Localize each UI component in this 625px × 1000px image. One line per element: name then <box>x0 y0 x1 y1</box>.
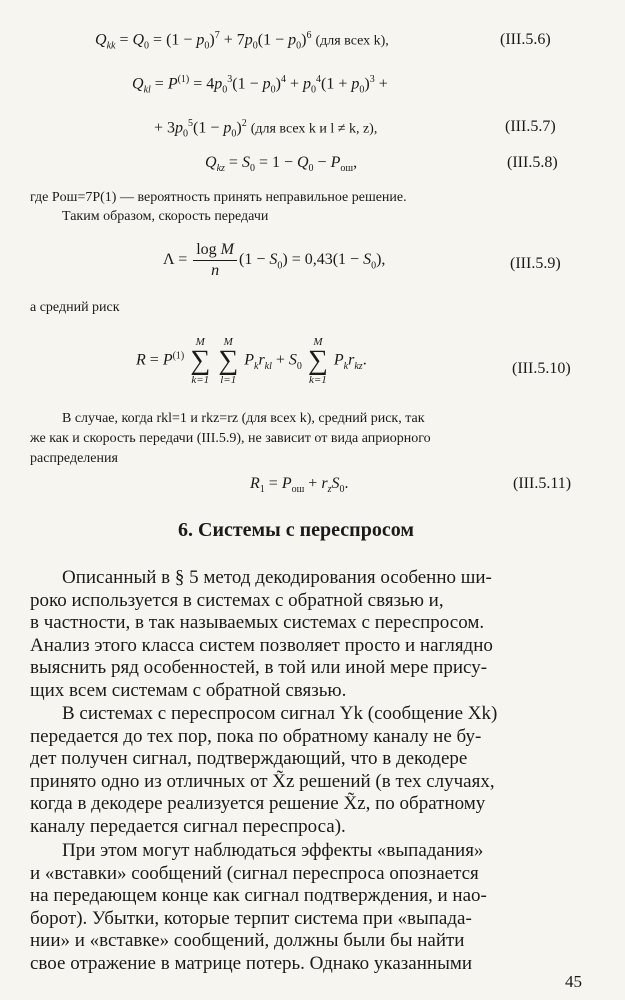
section-heading: 6. Системы с переспросом <box>178 519 414 541</box>
paragraph-1 <box>30 567 590 703</box>
equation-iii-5-8: $Q_{kz} = S_0 = 1 - Q_0 - P_{ош}$, <box>205 154 358 175</box>
equation-iii-5-11: $R_1 = P_{ош} + r_zS_0$. <box>250 475 349 496</box>
equation-number: (III.5.8) <box>507 154 558 171</box>
equation-number: (III.5.9) <box>510 255 561 272</box>
paragraph-line: При этом могут наблюдаться эффекты «выпадания» <box>62 840 484 861</box>
text-case-line1: В случае, когда rkl=1 и rkz=rz (для всех k), средний риск, так <box>62 411 425 426</box>
equation-number: (III.5.7) <box>505 118 556 135</box>
text-case-line3: распределения <box>30 451 118 466</box>
text-thus: Таким образом, скорость передачи <box>62 209 269 224</box>
equation-number: (III.5.10) <box>512 360 571 377</box>
equation-iii-5-9: Λ = $\frac{\text{log M}}{n}$ $(1 - S_0) = 0,43(1 - S_0)$, <box>163 241 386 279</box>
equation-condition: (для всех k и l ≠ k, z), <box>250 121 378 137</box>
page-number: 45 <box>565 972 582 991</box>
paragraph-line: щих всем системам с обратной связью. <box>30 679 347 701</box>
paragraph-line: борот). Убытки, которые терпит система при «выпада- <box>30 907 472 929</box>
text-risk: а средний риск <box>30 300 120 315</box>
paragraph-line: и «вставки» сообщений (сигнал переспроса опознается <box>30 862 479 884</box>
paragraph-line: Анализ этого класса систем позволяет просто и наглядно <box>30 634 493 656</box>
paragraph-line: свое отражение в матрице потерь. Однако указанными <box>30 952 473 974</box>
paragraph-2 <box>30 703 590 839</box>
equation-iii-5-10: $R = P^{(1)}$ M ∑ k=1 M ∑ l=1 $P_kr_{kl} + S_0$ M ∑ k=1 $P_kr_{kz}$. <box>136 336 367 386</box>
paragraph-line: выяснить ряд особенностей, в той или иной мере прису- <box>30 657 488 679</box>
equation-number: (III.5.11) <box>513 475 572 492</box>
paragraph-line: дет получен сигнал, подтверждающий, что в декодере <box>30 748 468 770</box>
paragraph-line: каналу передается сигнал переспроса). <box>30 815 346 837</box>
equation-iii-5-6: $Q_{kk} = Q_0 = (1 - p_0)^7 + 7p_0(1 - p_0)^6$ (для всех k), <box>95 30 389 52</box>
paragraph-line: роко используется в системах с обратной связью и, <box>30 589 444 611</box>
paragraph-line: в частности, в так называемых системах с переспросом. <box>30 612 485 634</box>
paragraph-line: нии» и «вставке» сообщений, должны были бы найти <box>30 930 465 952</box>
equation-iii-5-7-line1: $Q_{kl} = P^{(1)} = 4p_0^3(1 - p_0)^4 + p_0^4(1 + p_0)^3$ + <box>132 74 388 96</box>
equation-condition: (для всех k), <box>315 33 389 49</box>
equation-number: (III.5.6) <box>500 31 551 48</box>
paragraph-line: Описанный в § 5 метод декодирования особенно ши- <box>62 567 492 588</box>
paragraph-line: В системах с переспросом сигнал Yk (сообщение Xk) <box>62 703 498 724</box>
paragraph-3 <box>30 840 590 976</box>
paragraph-line: передается до тех пор, пока по обратному каналу не бу- <box>30 725 482 747</box>
text-case-line2: же как и скорость передачи (III.5.9), не зависит от вида априорного <box>30 431 431 446</box>
equation-iii-5-7-line2: + $3p_0^5(1 - p_0)^2$ (для всех k и l ≠ k, z), <box>154 118 378 140</box>
paragraph-line: на передающем конце как сигнал подтверждения, и нао- <box>30 885 487 907</box>
paragraph-line: принято одно из отличных от X̃z решений (в тех случаях, <box>30 770 495 792</box>
text-where: где Pош=7P(1) — вероятность принять неправильное решение. <box>30 190 407 205</box>
paragraph-line: когда в декодере реализуется решение X̃z, по обратному <box>30 793 486 815</box>
